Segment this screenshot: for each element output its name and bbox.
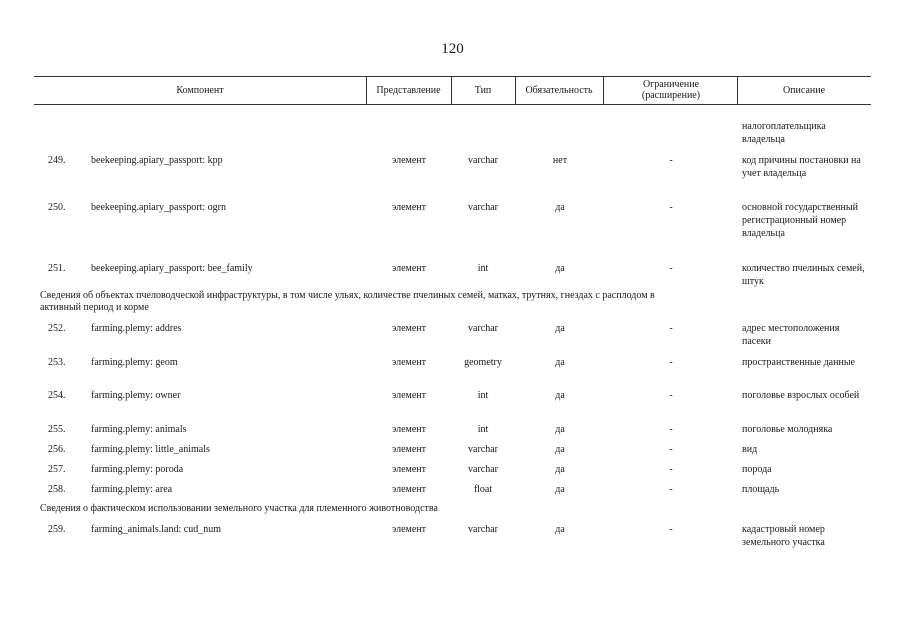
row-representation: элемент [391,484,427,495]
row-component: farming.plemy: animals [91,424,187,435]
row-mandatory: да [555,424,565,435]
row-representation: элемент [391,202,427,213]
row-mandatory: да [555,390,565,401]
row-number: 253. [48,357,66,368]
row-type: int [477,424,489,435]
row-representation: элемент [391,155,427,166]
row-type: varchar [468,444,498,455]
column-divider [603,76,604,104]
row-component: beekeeping.apiary_passport: ogrn [91,202,226,213]
row-number: 256. [48,444,66,455]
row-description: пространственные данные [742,357,855,368]
row-constraint: - [669,424,673,435]
row-constraint: - [669,357,673,368]
row-description: количество пчелиных семей, штук [742,263,865,287]
row-description: код причины постановки на учет владельца [742,155,861,179]
row-constraint: - [669,155,673,166]
row-component: farming.plemy: geom [91,357,178,368]
header-mandatory: Обязательность [525,84,593,96]
section-heading: Сведения о фактическом использовании земельного участка для племенного животноводства [40,503,438,514]
row-constraint: - [669,444,673,455]
row-representation: элемент [391,524,427,535]
row-number: 255. [48,424,66,435]
header-description: Описание [782,84,826,96]
row-component: farming.plemy: owner [91,390,181,401]
row-constraint: - [669,524,673,535]
row-type: varchar [468,464,498,475]
row-representation: элемент [391,444,427,455]
row-constraint: - [669,323,673,334]
row-description: кадастровый номер земельного участка [742,524,825,548]
row-mandatory: да [555,484,565,495]
row-type: varchar [468,155,498,166]
row-constraint: - [669,263,673,274]
row-type: geometry [464,357,502,368]
header-constraint: Ограничение (расширение) [641,79,701,101]
row-description: поголовье взрослых особей [742,390,860,401]
row-mandatory: да [555,444,565,455]
row-number: 257. [48,464,66,475]
row-mandatory: да [555,524,565,535]
header-representation: Представление [376,84,441,96]
row-mandatory: да [555,464,565,475]
row-mandatory: да [555,263,565,274]
row-component: farming.plemy: poroda [91,464,184,475]
row-number: 259. [48,524,66,535]
row-description: порода [742,464,772,475]
row-representation: элемент [391,390,427,401]
row-type: int [477,390,489,401]
row-representation: элемент [391,357,427,368]
row-representation: элемент [391,323,427,334]
row-number: 252. [48,323,66,334]
row-mandatory: да [555,323,565,334]
row-component: farming.plemy: area [91,484,173,495]
page-number: 120 [441,41,464,57]
row-type: varchar [468,202,498,213]
row-representation: элемент [391,464,427,475]
row-number: 249. [48,155,66,166]
row-number: 251. [48,263,66,274]
row-description: поголовье молодняка [742,424,833,435]
row-component: beekeeping.apiary_passport: bee_family [91,263,253,274]
row-constraint: - [669,464,673,475]
row-type: varchar [468,524,498,535]
continued-description: налогоплательщика владельца [742,121,826,145]
row-constraint: - [669,484,673,495]
row-representation: элемент [391,424,427,435]
row-constraint: - [669,390,673,401]
section-heading: Сведения об объектах пчеловодческой инфраструктуры, в том числе ульях, количестве пчелиных семей, матках, трутнях, гнездах с расплодом в активный период и корме [40,290,655,313]
header-component: Компонент [176,84,224,96]
row-component: farming.plemy: little_animals [91,444,210,455]
row-description: вид [742,444,758,455]
row-type: varchar [468,323,498,334]
header-type: Тип [474,84,492,96]
row-component: farming_animals.land: cud_num [91,524,221,535]
row-type: int [477,263,489,274]
table-header-rule [34,104,871,105]
row-number: 250. [48,202,66,213]
row-component: beekeeping.apiary_passport: kpp [91,155,223,166]
row-number: 254. [48,390,66,401]
row-number: 258. [48,484,66,495]
row-mandatory: нет [552,155,568,166]
row-constraint: - [669,202,673,213]
row-mandatory: да [555,357,565,368]
row-type: float [473,484,493,495]
row-description: адрес местоположения пасеки [742,323,840,347]
row-mandatory: да [555,202,565,213]
row-description: основной государственный регистрационный номер владельца [742,202,858,239]
row-description: площадь [742,484,780,495]
row-representation: элемент [391,263,427,274]
row-component: farming.plemy: addres [91,323,182,334]
